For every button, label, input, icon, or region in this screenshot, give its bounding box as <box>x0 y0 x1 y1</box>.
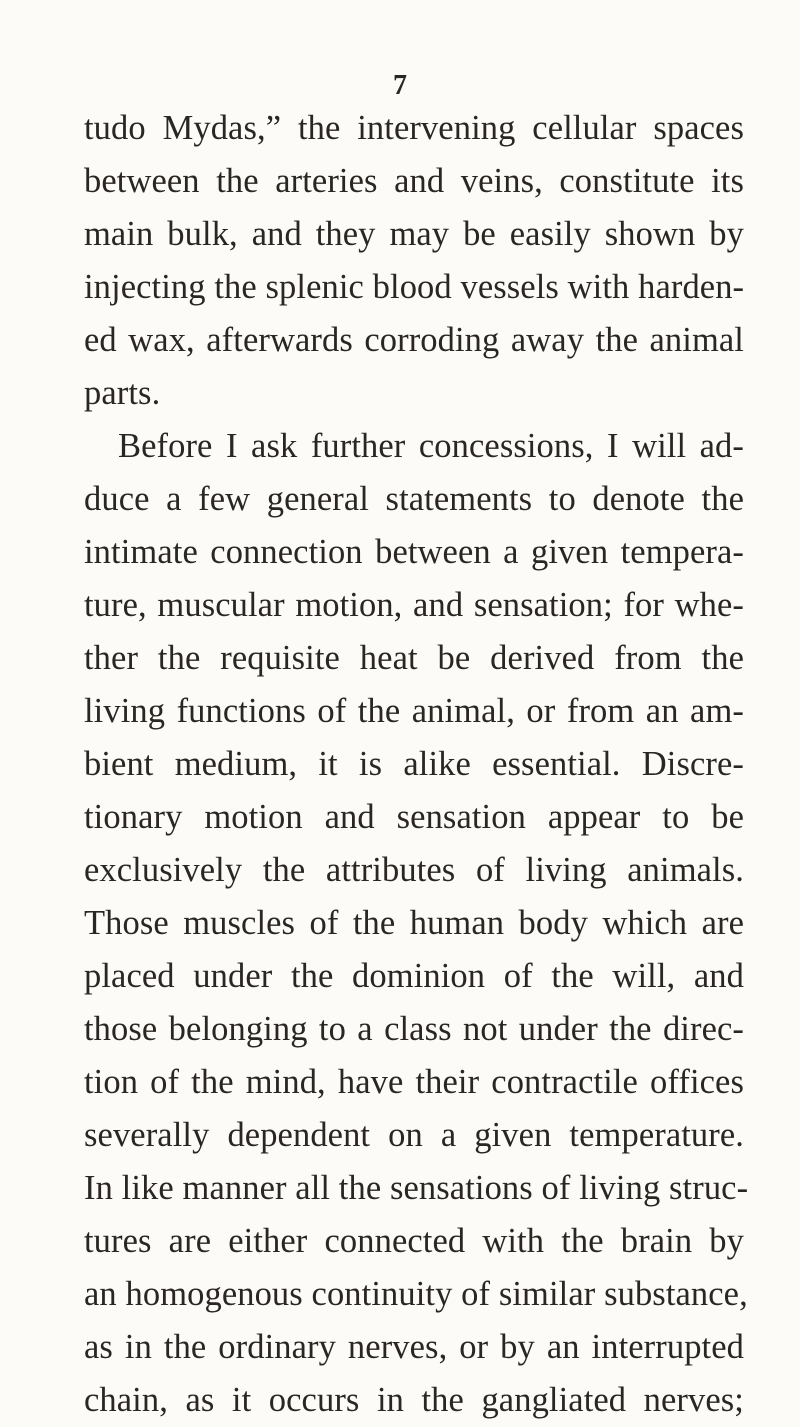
text-line: bient medium, it is alike essential. Discre- <box>84 745 744 783</box>
text-line: Before I ask further concessions, I will ad- <box>118 427 744 465</box>
text-line: ther the requisite heat be derived from the <box>84 639 744 677</box>
text-line: living functions of the animal, or from an am- <box>84 692 744 730</box>
text-line: tion of the mind, have their contractile offices <box>84 1063 744 1101</box>
text-line: tures are either connected with the brain by <box>84 1222 744 1260</box>
body-text <box>84 102 749 1427</box>
text-line: those belonging to a class not under the direc- <box>84 1010 744 1048</box>
text-line: an homogenous continuity of similar substance, <box>84 1275 748 1313</box>
text-line: main bulk, and they may be easily shown by <box>84 215 744 253</box>
text-line: tudo Mydas,” the intervening cellular spaces <box>84 109 744 147</box>
text-line: placed under the dominion of the will, and <box>84 957 744 995</box>
text-line: exclusively the attributes of living animals. <box>84 851 744 889</box>
text-line: ture, muscular motion, and sensation; for whe- <box>84 586 744 624</box>
text-line: severally dependent on a given temperature. <box>84 1116 744 1154</box>
text-line: injecting the splenic blood vessels with harden- <box>84 268 745 306</box>
text-line: between the arteries and veins, constitute its <box>84 162 744 200</box>
text-line: tionary motion and sensation appear to be <box>84 798 744 836</box>
text-line: ed wax, afterwards corroding away the animal <box>84 321 744 359</box>
text-line: parts. <box>84 374 161 412</box>
text-line: In like manner all the sensations of living struc- <box>84 1169 749 1207</box>
text-line: chain, as it occurs in the gangliated nerves; <box>84 1381 744 1419</box>
text-line: duce a few general statements to denote the <box>84 480 744 518</box>
text-line: Those muscles of the human body which are <box>84 904 744 942</box>
text-line: as in the ordinary nerves, or by an interrupted <box>84 1328 744 1366</box>
text-line: intimate connection between a given tempera- <box>84 533 744 571</box>
page-number: 7 <box>393 70 407 101</box>
